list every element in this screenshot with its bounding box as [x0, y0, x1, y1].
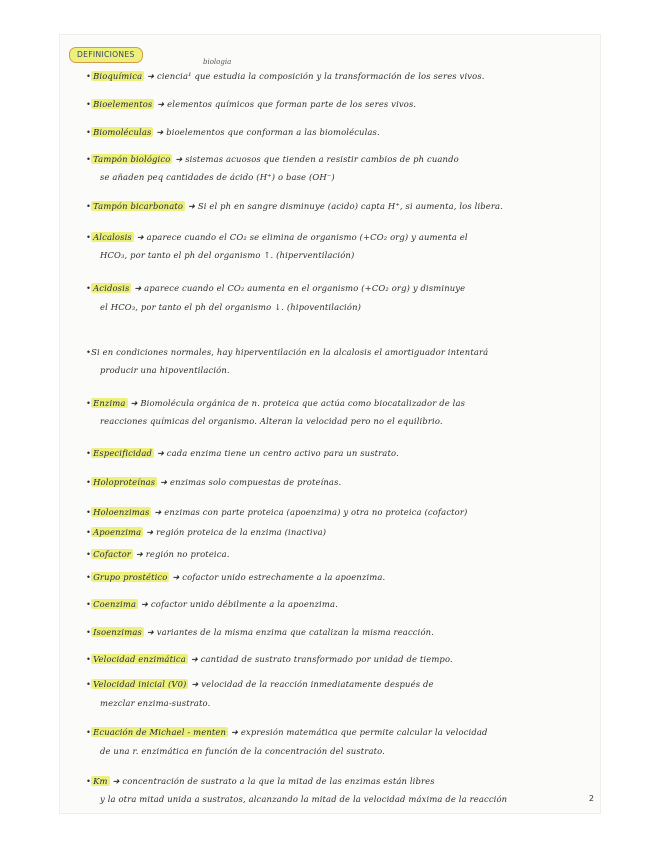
definition-continuation	[100, 365, 230, 375]
highlighted-term: Holoproteínas	[93, 477, 156, 487]
highlighted-term: Km	[93, 776, 108, 786]
bullet: •	[86, 507, 92, 517]
bullet: •	[86, 654, 92, 664]
margin-note: biologia	[203, 58, 232, 66]
continuation-text: producir una hipoventilación.	[100, 365, 230, 375]
definition-text: ➜ enzimas solo compuestas de proteínas.	[157, 477, 342, 487]
continuation-text: se añaden peq cantidades de ácido (H⁺) o base (OH⁻)	[100, 172, 335, 182]
bullet: •	[86, 283, 92, 293]
definition-line	[86, 549, 230, 559]
definition-line	[86, 398, 465, 408]
continuation-text: y la otra mitad unida a sustratos, alcanzando la mitad de la velocidad máxima de la reacción	[100, 794, 508, 804]
highlighted-term: Acidosis	[93, 283, 130, 293]
definition-continuation	[100, 746, 385, 756]
definition-text: ➜ aparece cuando el CO₂ aumenta en el organismo (+CO₂ org) y disminuye	[131, 283, 466, 293]
bullet: •	[86, 549, 92, 559]
highlighted-term: Holoenzimas	[93, 507, 150, 517]
bullet: •	[86, 201, 92, 211]
bullet: •	[86, 398, 92, 408]
definition-text: ➜ región no proteica.	[132, 549, 230, 559]
highlighted-term: Biomoléculas	[93, 127, 152, 137]
highlighted-term: Ecuación de Michael - menten	[93, 727, 227, 737]
definition-line	[86, 572, 385, 582]
definition-continuation	[100, 794, 507, 804]
notebook-page	[60, 35, 600, 813]
definition-line	[86, 448, 399, 458]
definition-line	[86, 201, 503, 211]
definition-line	[86, 347, 488, 357]
definition-continuation	[100, 416, 443, 426]
bullet: •	[86, 448, 92, 458]
definition-line	[86, 154, 459, 164]
bullet: •	[86, 71, 92, 81]
highlighted-term: Velocidad enzimática	[93, 654, 186, 664]
definition-text: ➜ región proteica de la enzima (inactiva)	[143, 527, 327, 537]
bullet: •	[86, 572, 92, 582]
definition-text: ➜ enzimas con parte proteica (apoenzima) y otra no proteica (cofactor)	[151, 507, 468, 517]
definition-text: ➜ cantidad de sustrato transformado por unidad de tiempo.	[187, 654, 453, 664]
bullet: •	[86, 347, 92, 357]
definition-text: ➜ cofactor unido débilmente a la apoenzima.	[138, 599, 338, 609]
definition-text: ➜ sistemas acuosos que tienden a resistir cambios de ph cuando	[172, 154, 459, 164]
definition-line	[86, 679, 434, 689]
bullet: •	[86, 154, 92, 164]
bullet: •	[86, 527, 92, 537]
highlighted-term: Isoenzimas	[93, 627, 142, 637]
page-number: 2	[588, 794, 594, 803]
definition-continuation	[100, 698, 210, 708]
continuation-text: reacciones químicas del organismo. Alteran la velocidad pero no el equilibrio.	[100, 416, 443, 426]
highlighted-term: Coenzima	[93, 599, 137, 609]
highlighted-term: Especificidad	[93, 448, 153, 458]
definition-continuation	[100, 172, 335, 182]
highlighted-term: Tampón biológico	[93, 154, 171, 164]
definition-line	[86, 477, 341, 487]
highlighted-term: Bioelementos	[93, 99, 153, 109]
section-heading: DEFINICIONES	[69, 47, 143, 63]
definition-text: ➜ velocidad de la reacción inmediatamente después de	[188, 679, 434, 689]
definition-line	[86, 527, 326, 537]
bullet: •	[86, 477, 92, 487]
continuation-text: HCO₃, por tanto el ph del organismo ↑. (hiperventilación)	[100, 250, 355, 260]
continuation-text: de una r. enzimática en función de la concentración del sustrato.	[100, 746, 385, 756]
bullet: •	[86, 679, 92, 689]
highlighted-term: Alcalosis	[93, 232, 132, 242]
definition-text: ➜ aparece cuando el CO₂ se elimina de organismo (+CO₂ org) y aumenta el	[133, 232, 468, 242]
definition-line	[86, 71, 485, 81]
definition-line	[86, 654, 453, 664]
definition-line	[86, 507, 467, 517]
highlighted-term: Bioquímica	[93, 71, 143, 81]
definition-line	[86, 599, 338, 609]
definition-line	[86, 627, 434, 637]
definition-text: ➜ variantes de la misma enzima que catalizan la misma reacción.	[143, 627, 434, 637]
definition-text: ➜ cofactor unido estrechamente a la apoenzima.	[169, 572, 386, 582]
definition-line	[86, 99, 416, 109]
definition-line	[86, 727, 488, 737]
bullet: •	[86, 127, 92, 137]
definition-text: ➜ elementos químicos que forman parte de los seres vivos.	[154, 99, 417, 109]
highlighted-term: Apoenzima	[93, 527, 142, 537]
highlighted-term: Cofactor	[93, 549, 131, 559]
definition-line	[86, 776, 435, 786]
definition-text: ➜ Biomolécula orgánica de n. proteica que actúa como biocatalizador de las	[127, 398, 466, 408]
continuation-text: el HCO₃, por tanto el ph del organismo ↓. (hipoventilación)	[100, 302, 362, 312]
definition-text: ➜ concentración de sustrato a la que la mitad de las enzimas están libres	[109, 776, 435, 786]
bullet: •	[86, 232, 92, 242]
highlighted-term: Grupo prostético	[93, 572, 168, 582]
definition-text: ➜ expresión matemática que permite calcular la velocidad	[228, 727, 488, 737]
highlighted-term: Enzima	[93, 398, 126, 408]
definition-text: ➜ ciencia¹ que estudia la composición y la transformación de los seres vivos.	[144, 71, 485, 81]
bullet: •	[86, 727, 92, 737]
bullet: •	[86, 776, 92, 786]
definition-text: ➜ Si el ph en sangre disminuye (acido) capta H⁺, si aumenta, los libera.	[185, 201, 504, 211]
definition-text: ➜ cada enzima tiene un centro activo para un sustrato.	[154, 448, 399, 458]
highlighted-term: Tampón bicarbonato	[93, 201, 184, 211]
continuation-text: mezclar enzima-sustrato.	[100, 698, 211, 708]
definition-text: Si en condiciones normales, hay hiperventilación en la alcalosis el amortiguador intentará	[91, 347, 489, 357]
definition-text: ➜ bioelementos que conforman a las biomoléculas.	[153, 127, 380, 137]
bullet: •	[86, 627, 92, 637]
highlighted-term: Velocidad inicial (V0)	[93, 679, 187, 689]
definition-line	[86, 232, 468, 242]
definition-continuation	[100, 250, 354, 260]
definition-line	[86, 127, 380, 137]
bullet: •	[86, 599, 92, 609]
definition-line	[86, 283, 465, 293]
definition-continuation	[100, 302, 361, 312]
bullet: •	[86, 99, 92, 109]
